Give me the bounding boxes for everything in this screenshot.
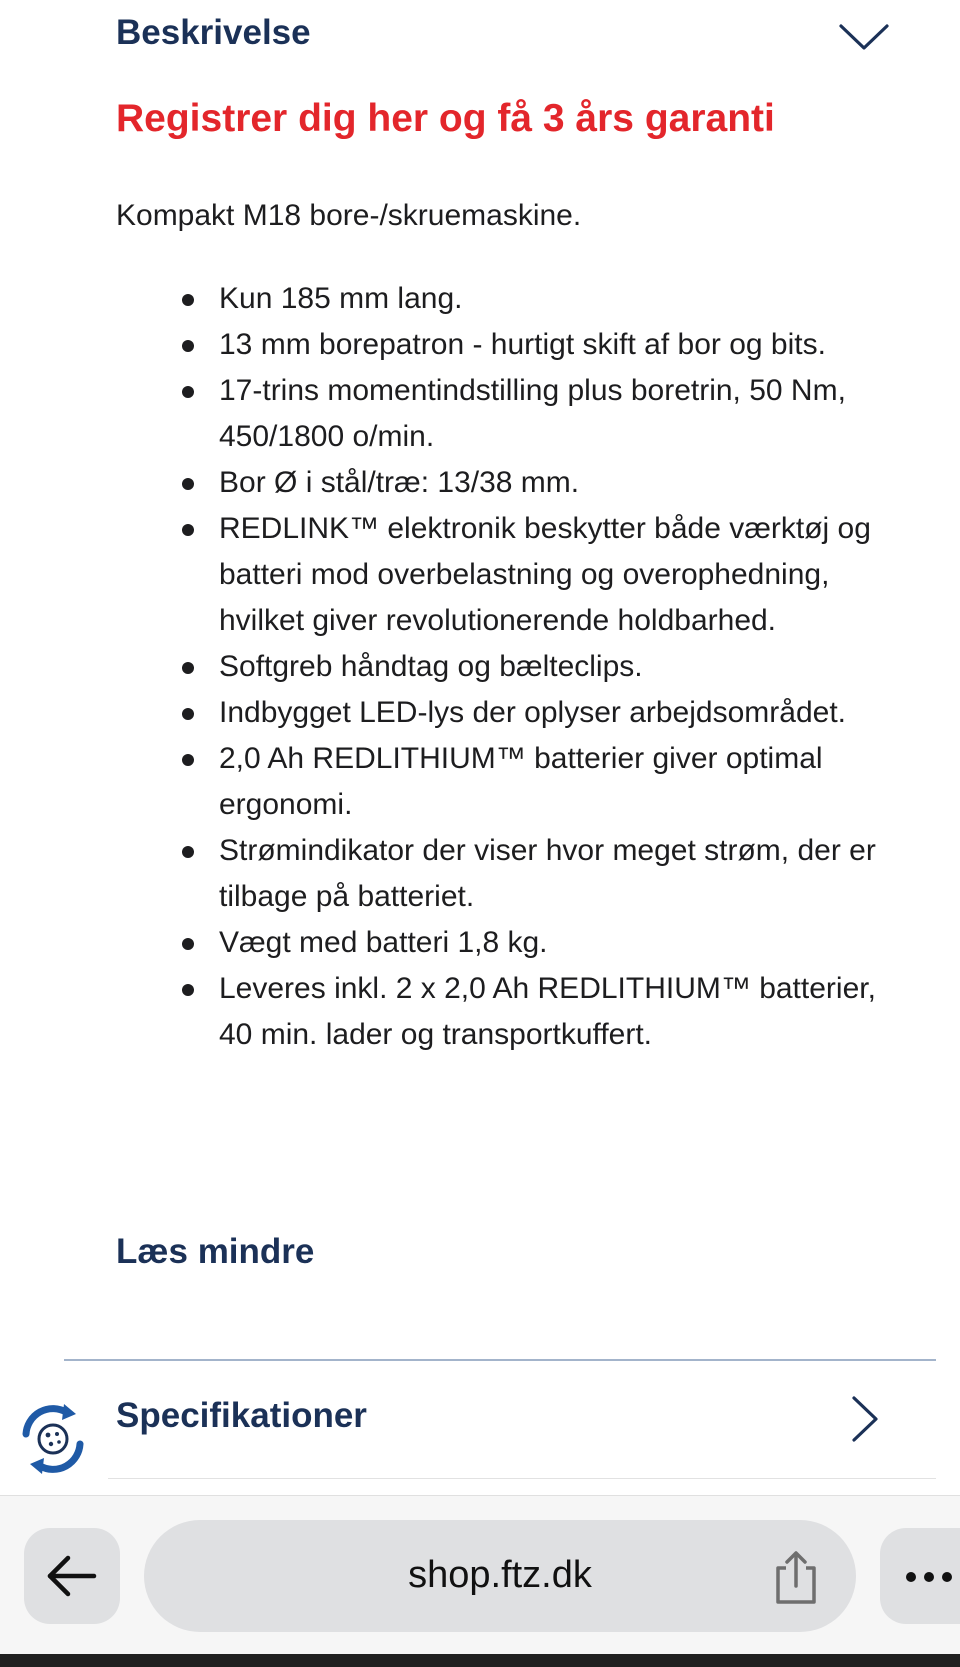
specifications-accordion-header[interactable] — [108, 1372, 936, 1472]
url-text: shop.ftz.dk — [408, 1554, 592, 1596]
section-divider — [64, 1359, 936, 1361]
list-item — [176, 644, 896, 690]
cookie-settings-icon[interactable] — [14, 1400, 92, 1478]
feature-text: Bor Ø i stål/træ: 13/38 mm. — [219, 466, 580, 499]
feature-text: Kun 185 mm lang. — [219, 282, 463, 315]
bullet-icon — [182, 340, 194, 352]
feature-text: Strømindikator der viser hvor meget strøm, der er tilbage på batteriet. — [219, 834, 876, 913]
description-title: Beskrivelse — [116, 13, 311, 52]
list-item — [176, 368, 896, 460]
feature-list — [176, 276, 896, 1058]
read-less-link[interactable]: Læs mindre — [116, 1232, 315, 1271]
description-accordion-header[interactable] — [116, 8, 890, 68]
share-icon[interactable] — [768, 1548, 824, 1608]
specifications-title: Specifikationer — [116, 1396, 367, 1435]
warranty-registration-link[interactable]: Registrer dig her og få 3 års garanti — [116, 97, 775, 140]
screen-bottom-edge — [0, 1654, 960, 1667]
dot — [942, 1572, 952, 1582]
chevron-right-icon — [848, 1394, 882, 1444]
bullet-icon — [182, 984, 194, 996]
dot — [906, 1572, 916, 1582]
bullet-icon — [182, 662, 194, 674]
bullet-icon — [182, 524, 194, 536]
arrow-left-icon — [46, 1554, 98, 1598]
list-item — [176, 828, 896, 920]
list-item — [176, 966, 896, 1058]
browser-toolbar — [0, 1495, 960, 1667]
back-button[interactable] — [24, 1528, 120, 1624]
bullet-icon — [182, 708, 194, 720]
feature-text: Leveres inkl. 2 x 2,0 Ah REDLITHIUM™ batterier, 40 min. lader og transportkuffert. — [219, 972, 876, 1051]
address-bar[interactable] — [144, 1520, 856, 1632]
bullet-icon — [182, 478, 194, 490]
feature-text: 17-trins momentindstilling plus boretrin, 50 Nm, 450/1800 o/min. — [219, 374, 846, 453]
list-item — [176, 322, 896, 368]
list-item — [176, 460, 896, 506]
bullet-icon — [182, 754, 194, 766]
list-item — [176, 690, 896, 736]
feature-text: 13 mm borepatron - hurtigt skift af bor og bits. — [219, 328, 826, 361]
list-item — [176, 506, 896, 644]
list-item — [176, 276, 896, 322]
feature-text: Vægt med batteri 1,8 kg. — [219, 926, 548, 959]
feature-text: Indbygget LED-lys der oplyser arbejdsområdet. — [219, 696, 846, 729]
more-dots-icon[interactable] — [880, 1528, 960, 1624]
product-intro: Kompakt M18 bore-/skruemaskine. — [116, 199, 582, 232]
bullet-icon — [182, 386, 194, 398]
bullet-icon — [182, 846, 194, 858]
chevron-down-icon[interactable] — [838, 16, 890, 56]
section-divider — [108, 1478, 936, 1479]
dot — [924, 1572, 934, 1582]
list-item — [176, 736, 896, 828]
feature-text: REDLINK™ elektronik beskytter både værktøj og batteri mod overbelastning og overophedning, hvilket giver revolutionerende holdbarhed. — [219, 512, 871, 637]
feature-text: Softgreb håndtag og bælteclips. — [219, 650, 643, 683]
feature-text: 2,0 Ah REDLITHIUM™ batterier giver optimal ergonomi. — [219, 742, 823, 821]
list-item — [176, 920, 896, 966]
bullet-icon — [182, 294, 194, 306]
bullet-icon — [182, 938, 194, 950]
